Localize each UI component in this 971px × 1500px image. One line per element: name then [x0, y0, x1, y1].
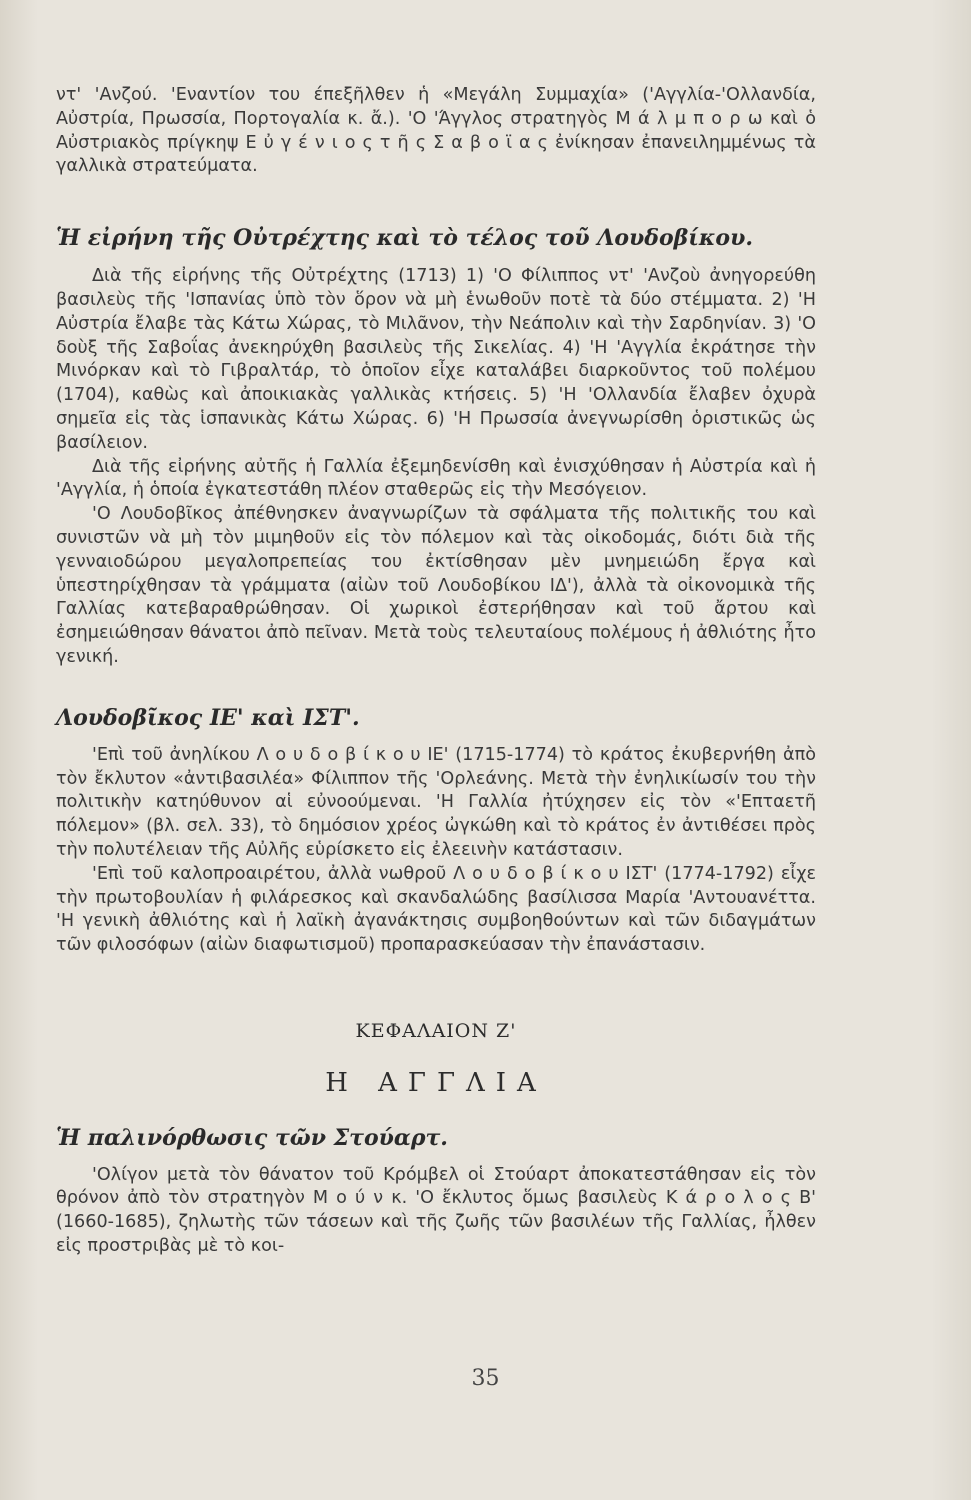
louis-paragraph-1: 'Επὶ τοῦ ἀνηλίκου Λ ο υ δ ο β ί κ ο υ ΙΕ' (1715-1774) τὸ κράτος ἐκυβερνήθη ἀπὸ τὸν ἔκλυτον «ἀντιβασιλέα» Φίλιππον τῆς 'Ορλεάνης. Μετὰ τὴν ἐνηλικίωσίν του τὴν πολιτικὴν κατηύθυνον αἱ εὐνοούμεναι. 'Η Γαλλία ἠτύχησεν εἰς τὸν «'Επταετῆ πόλεμον» (βλ. σελ. 33), τὸ δημόσιον χρέος ὠγκώθη καὶ τὸ κράτος ἐν ἀντιθέσει πρὸς τὴν πολυτέλειαν τῆς Αὐλῆς εὑρίσκετο εἰς ἐλεεινὴν κατάστασιν. — [56, 744, 816, 860]
page-gutter-shadow — [0, 0, 38, 1500]
utrecht-paragraph-3: 'Ο Λουδοβῖκος ἀπέθνησκεν ἀναγνωρίζων τὰ σφάλματα τῆς πολιτικῆς του καὶ συνιστῶν νὰ μὴ τὸν μιμηθοῦν εἰς τὸν πόλεμον καὶ τὰς οἰκοδομάς, διότι διὰ τῆς γενναιοδώρου μεγαλοπρεπείας του ἐκτίσθησαν μὲν μνημειώδη ἔργα καὶ ὑπεστηρίχθησαν τὰ γράμματα (αἰὼν τοῦ Λουδοβίκου ΙΔ'), ἀλλὰ τὰ οἰκονομικὰ τῆς Γαλλίας κατεβαραθρώθησαν. Οἱ χωρικοὶ ἐστερήθησαν καὶ τοῦ ἄρτου καὶ ἐσημειώθησαν θάνατοι ἀπὸ πεῖναν. Μετὰ τοὺς τελευταίους πολέμους ἡ ἀθλιότης ἦτο γενική. — [56, 504, 816, 667]
stuart-paragraph-1: 'Ολίγον μετὰ τὸν θάνατον τοῦ Κρόμβελ οἱ Στούαρτ ἀποκατεστάθησαν εἰς τὸν θρόνον ἀπὸ τὸν στρατηγὸν Μ ο ύ ν κ. 'Ο ἔκλυτος ὅμως βασιλεὺς Κ ά ρ ο λ ο ς Β' (1660-1685), ζηλωτὴς τῶν τάσεων καὶ τῆς ζωῆς τῶν βασιλέων τῆς Γαλλίας, ἦλθεν εἰς προστριβὰς μὲ τὸ κοι- — [56, 1164, 816, 1256]
heading-louis: Λουδοβῖκος ΙΕ' καὶ ΙΣΤ'. — [56, 704, 360, 731]
louis-paragraph-2: 'Επὶ τοῦ καλοπροαιρέτου, ἀλλὰ νωθροῦ Λ ο υ δ ο β ί κ ο υ ΙΣΤ' (1774-1792) εἶχε τὴν πρωτοβουλίαν ἡ φιλάρεσκος καὶ σκανδαλώδης βασίλισσα Μαρία 'Αντουανέττα. 'Η γενικὴ ἀθλιότης καὶ ἡ λαϊκὴ ἀγανάκτησις συμβοηθούντων καὶ τῶν διδαγμάτων τῶν φιλοσόφων (αἰὼν διαφωτισμοῦ) προπαρασκεύασαν τὴν ἐπανάστασιν. — [56, 863, 816, 956]
intro-paragraph: ντ' 'Ανζού. 'Εναντίον του έπεξῆλθεν ἡ «Μεγάλη Συμμαχία» ('Αγγλία-'Ολλανδία, Αὐστρία, Πρωσσία, Πορτογαλία κ. ἄ.). 'Ο 'Άγγλος στρατηγὸς Μ ά λ μ π ο ρ ω καὶ ὁ Αὐστριακὸς πρίγκηψ Ε ὐ γ έ ν ι ο ς τ ῆ ς Σ α β ο ϊ α ς ἐνίκησαν ἐπανειλημμένως τὰ γαλλικὰ στρατεύματα. — [56, 85, 816, 177]
chapter-header — [56, 1020, 816, 1096]
utrecht-paragraph-2: Διὰ τῆς εἰρήνης αὐτῆς ἡ Γαλλία ἐξεμηδενίσθη καὶ ἐνισχύθησαν ἡ Αὐστρία καὶ ἡ 'Αγγλία, ἡ ὁποία ἐγκατεστάθη πλέον σταθερῶς εἰς τὴν Μεσόγειον. — [56, 456, 816, 501]
chapter-label: ΚΕΦΑΛΑΙΟΝ Ζ' — [355, 1019, 517, 1042]
page-text-block — [56, 84, 816, 1259]
chapter-title: Η ΑΓΓΛΙΑ — [325, 1067, 547, 1098]
page-edge-shadow — [931, 0, 971, 1500]
heading-utrecht: Ἡ εἰρήνη τῆς Οὐτρέχτης καὶ τὸ τέλος τοῦ Λουδοβίκου. — [56, 225, 753, 252]
heading-stuart: Ἡ παλινόρθωσις τῶν Στούαρτ. — [56, 1124, 448, 1151]
utrecht-paragraph-1: Διὰ τῆς εἰρήνης τῆς Οὐτρέχτης (1713) 1) 'Ο Φίλιππος ντ' 'Ανζοὺ ἀνηγορεύθη βασιλεὺς τῆς 'Ισπανίας ὑπὸ τὸν ὅρον νὰ μὴ ἑνωθοῦν ποτὲ τὰ δύο στέμματα. 2) 'Η Αὐστρία ἔλαβε τὰς Κάτω Χώρας, τὸ Μιλᾶνον, τὴν Νεάπολιν καὶ τὴν Σαρδηνίαν. 3) 'Ο δοὺξ τῆς Σαβοΐας ἀνεκηρύχθη βασιλεὺς τῆς Σικελίας. 4) 'Η 'Αγγλία ἐκράτησε τὴν Μινόρκαν καὶ τὸ Γιβραλτάρ, τὸ ὁποῖον εἶχε καταλάβει διαρκοῦντος τοῦ πολέμου (1704), καθὼς καὶ ἀποικιακὰς γαλλικὰς κτήσεις. 5) 'Η 'Ολλανδία ἔλαβεν ὀχυρὰ σημεῖα εἰς τὰς ἱσπανικὰς Κάτω Χώρας. 6) 'Η Πρωσσία ἀνεγνωρίσθη ὁριστικῶς ὡς βασίλειον. — [56, 266, 816, 453]
page-number: 35 — [471, 1366, 500, 1391]
